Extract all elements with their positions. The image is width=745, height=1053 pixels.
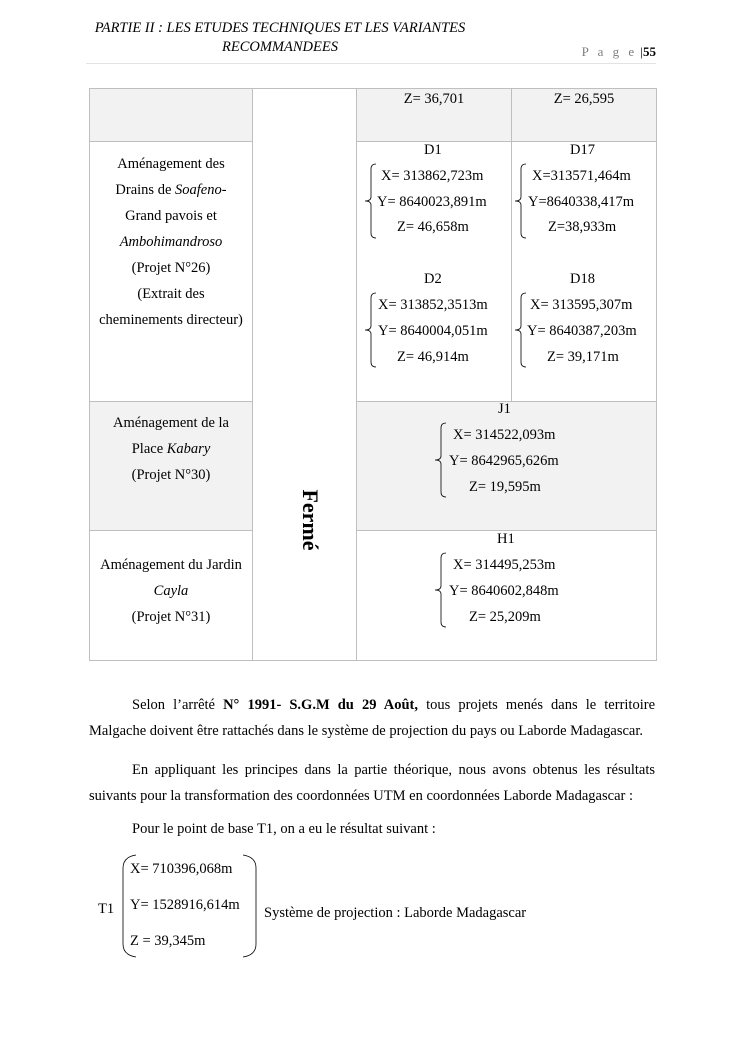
point-d2-z: Z= 46,914m	[397, 349, 469, 365]
paragraph	[89, 757, 655, 809]
point-h1-y: Y= 8640602,848m	[449, 583, 559, 599]
brace-icon	[514, 163, 528, 239]
point-h1-x: X= 314495,253m	[453, 557, 556, 573]
page-separator: |	[640, 44, 643, 59]
point-j1-z: Z= 19,595m	[469, 479, 541, 495]
point-d18-y: Y= 8640387,203m	[527, 323, 637, 339]
paragraph-bold: N° 1991- S.G.M du 29 Août,	[223, 697, 418, 713]
result-x: X= 710396,068m	[130, 861, 233, 877]
point-d17-name: D17	[570, 142, 595, 158]
point-d17-z: Z=38,933m	[548, 219, 617, 235]
project-text: Drains de	[115, 182, 176, 198]
header-title	[60, 19, 500, 57]
ferme-text: Fermé	[298, 489, 323, 551]
table-cell	[357, 89, 512, 142]
header-title-line1: PARTIE II : LES ETUDES TECHNIQUES ET LES VARIANTES	[94, 20, 466, 36]
paragraph-text: tous projets menés dans le territoire Malgache doivent être rattachés dans le système de projection du pays ou Laborde Madagascar.	[89, 697, 655, 739]
result-y: Y= 1528916,614m	[130, 897, 240, 913]
table-row	[90, 402, 657, 531]
project-line: (Projet N°26)	[131, 260, 211, 276]
project-line: Grand pavois et	[125, 208, 217, 224]
project-text-italic: Ambohimandroso	[119, 234, 223, 250]
point-d17-x: X=313571,464m	[532, 168, 631, 184]
table-cell	[512, 89, 657, 142]
z-value-right: Z= 26,595	[553, 91, 615, 107]
point-j1-y: Y= 8642965,626m	[449, 453, 559, 469]
project-text-italic: Cayla	[153, 583, 189, 599]
brace-icon	[364, 292, 378, 368]
page-label: P a g e	[581, 44, 638, 59]
point-d18-name: D18	[570, 271, 595, 287]
project-line: (Projet N°30)	[131, 467, 211, 483]
brace-icon	[434, 552, 448, 628]
right-paren-icon	[242, 854, 258, 958]
project-line	[90, 229, 252, 255]
project-30-description	[90, 402, 253, 531]
project-line: cheminements directeur)	[99, 312, 243, 328]
point-d2-y: Y= 8640004,051m	[378, 323, 488, 339]
paragraph-text: En appliquant les principes dans la partie théorique, nous avons obtenus les résultats suivants pour la transformation des coordonnées UTM en coordonnées Laborde Madagascar :	[89, 762, 655, 804]
project-line	[90, 578, 252, 604]
point-d2-x: X= 313852,3513m	[378, 297, 488, 313]
point-d1-name: D1	[424, 142, 442, 158]
ferme-cell	[253, 89, 357, 661]
brace-icon	[514, 292, 528, 368]
result-point-name: T1	[98, 901, 115, 917]
point-h1-name: H1	[497, 531, 515, 547]
page-number-value: 55	[643, 44, 656, 59]
project-31-description	[90, 531, 253, 661]
brace-icon	[364, 163, 378, 239]
paragraph-text: Pour le point de base T1, on a eu le résultat suivant :	[132, 821, 436, 837]
paragraph	[89, 692, 655, 744]
result-z: Z = 39,345m	[130, 933, 206, 949]
z-value-left: Z= 36,701	[403, 91, 465, 107]
header-rule	[86, 63, 656, 64]
paragraph	[89, 816, 655, 842]
paragraph-text: Selon l’arrêté	[132, 697, 224, 713]
project-line	[90, 436, 252, 462]
table-row	[90, 89, 657, 142]
point-j1-name: J1	[498, 401, 511, 417]
project-text-italic: Kabary	[166, 441, 211, 457]
table-row	[90, 531, 657, 661]
brace-icon	[434, 422, 448, 498]
project-line: Aménagement de la	[113, 415, 229, 431]
point-j1-x: X= 314522,093m	[453, 427, 556, 443]
point-h1-z: Z= 25,209m	[469, 609, 541, 625]
point-d1-z: Z= 46,658m	[397, 219, 469, 235]
project-26-description	[90, 142, 253, 402]
project-text-italic: Soafeno-	[175, 182, 227, 198]
project-text: Place	[131, 441, 167, 457]
point-d1-y: Y= 8640023,891m	[377, 194, 487, 210]
project-line	[90, 177, 252, 203]
table-cell	[90, 89, 253, 142]
point-d18-z: Z= 39,171m	[547, 349, 619, 365]
ferme-label	[280, 480, 340, 560]
point-d2-name: D2	[424, 271, 442, 287]
header-title-line2: RECOMMANDEES	[222, 39, 338, 55]
project-line: (Extrait des	[137, 286, 205, 302]
page-number	[582, 44, 656, 60]
project-line: (Projet N°31)	[131, 609, 211, 625]
project-line: Aménagement des	[117, 156, 225, 172]
point-d1-x: X= 313862,723m	[381, 168, 484, 184]
point-d18-x: X= 313595,307m	[530, 297, 633, 313]
project-line: Aménagement du Jardin	[100, 557, 242, 573]
point-d17-y: Y=8640338,417m	[528, 194, 635, 210]
projection-system: Système de projection : Laborde Madagascar	[264, 905, 527, 921]
